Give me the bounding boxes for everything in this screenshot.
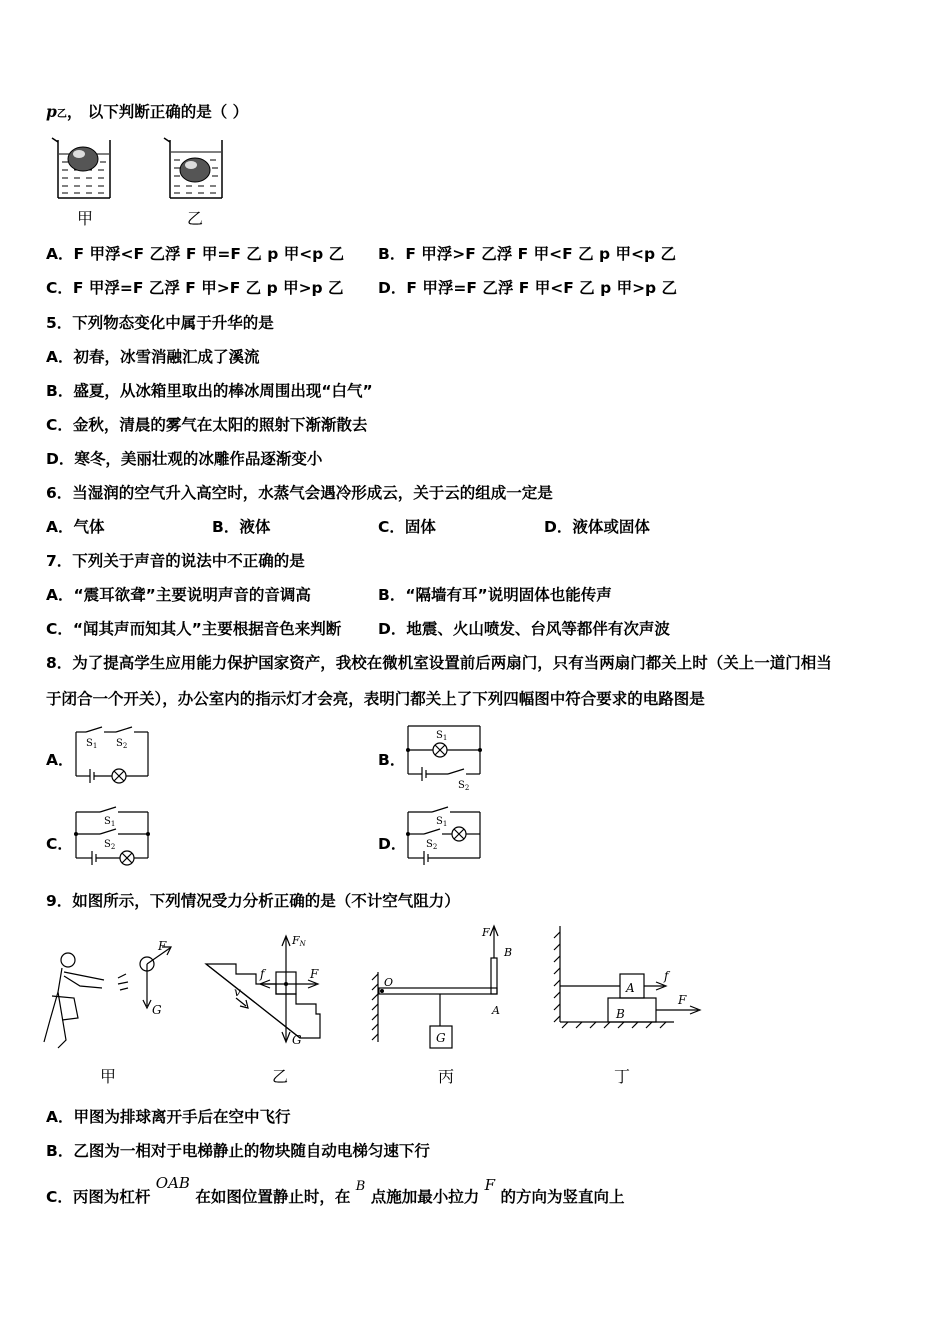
beaker-yi-figure	[162, 132, 232, 232]
svg-text:F: F	[158, 939, 167, 953]
svg-text:G: G	[292, 1033, 302, 1047]
q7-option-d: D．地震、火山喷发、台风等都伴有次声波	[378, 620, 670, 638]
q8-option-b-label: B．	[378, 751, 406, 769]
svg-text:G: G	[152, 1003, 162, 1017]
q6-option-c: C．固体	[378, 518, 436, 536]
circuit-a	[72, 726, 152, 786]
beaker-jia-figure	[50, 132, 120, 232]
q4-option-b: B．F 甲浮>F 乙浮 F 甲<F 乙 p 甲<p 乙	[378, 245, 676, 263]
circuit-d	[404, 804, 484, 870]
circuit-b	[404, 718, 484, 790]
q9-option-c: C．丙图为杠杆 OAB 在如图位置静止时，在 $^B$ 点施加最小拉力 F 的方向为竖直向上	[46, 1174, 625, 1206]
svg-text:丁: 丁	[614, 1067, 631, 1086]
svg-text:F: F	[678, 993, 687, 1007]
beaker-jia-label: 甲	[77, 209, 94, 228]
q5-option-b: B．盛夏，从冰箱里取出的棒冰周围出现“白气”	[46, 382, 373, 400]
svg-text:乙: 乙	[272, 1067, 289, 1086]
q5-stem: 5．下列物态变化中属于升华的是	[46, 314, 274, 332]
svg-text:B: B	[616, 1007, 625, 1021]
svg-text:丙: 丙	[438, 1067, 455, 1086]
q9-stem: 9．如图所示，下列情况受力分析正确的是（不计空气阻力）	[46, 892, 460, 910]
q6-option-a: A．气体	[46, 518, 105, 536]
circuit-c	[72, 804, 152, 870]
svg-text:F: F	[482, 926, 490, 939]
q6-option-b: B．液体	[212, 518, 271, 536]
svg-text:S2: $S_2$	[116, 738, 128, 750]
svg-text:FN: FN	[292, 934, 306, 948]
q8-option-d-label: D．	[378, 835, 407, 853]
q8-stem-line1: 8．为了提高学生应用能力保护国家资产，我校在微机室设置前后两扇门，只有当两扇门都关上时（关上一道门相当	[46, 654, 832, 672]
q5-option-a: A．初春，冰雪消融汇成了溪流	[46, 348, 260, 366]
q5-option-d: D．寒冬，美丽壮观的冰雕作品逐渐变小	[46, 450, 323, 468]
svg-text:B: B	[504, 946, 513, 959]
svg-text:A: A	[626, 981, 635, 995]
svg-text:S1: $S_1$	[86, 738, 98, 750]
q7-stem: 7．下列关于声音的说法中不正确的是	[46, 552, 305, 570]
q7-option-c: C．“闻其声而知其人”主要根据音色来判断	[46, 620, 342, 638]
q9-option-a: A．甲图为排球离开手后在空中飞行	[46, 1108, 291, 1126]
svg-text:S1: $S_1$	[104, 816, 116, 828]
q7-option-b: B．“隔墙有耳”说明固体也能传声	[378, 586, 612, 604]
svg-text:v: v	[234, 985, 241, 999]
q8-option-a-label: A．	[46, 751, 74, 769]
q8-stem-line2: 于闭合一个开关），办公室内的指示灯才会亮，表明门都关上了下列四幅图中符合要求的电路图是	[46, 690, 705, 708]
svg-text:f: f	[260, 967, 265, 981]
q4-intro: p乙， 以下判断正确的是（ ）	[46, 102, 249, 121]
q5-option-c: C．金秋，清晨的雾气在太阳的照射下渐渐散去	[46, 416, 368, 434]
q4-option-a: A．F 甲浮<F 乙浮 F 甲=F 乙 p 甲<p 乙	[46, 245, 345, 263]
q6-option-d: D．液体或固体	[544, 518, 650, 536]
q8-option-c-label: C．	[46, 835, 73, 853]
q9-figure-yi	[200, 930, 350, 1090]
svg-text:O: O	[384, 976, 394, 989]
beaker-yi-label: 乙	[187, 209, 204, 228]
q4-option-c: C．F 甲浮=F 乙浮 F 甲>F 乙 p 甲>p 乙	[46, 279, 344, 297]
svg-text:S1: $S_1$	[436, 730, 448, 742]
q4-option-d: D．F 甲浮=F 乙浮 F 甲<F 乙 p 甲>p 乙	[378, 279, 678, 297]
svg-text:G: G	[436, 1031, 446, 1045]
q9-figure-ding	[548, 922, 708, 1090]
svg-text:S2: $S_2$	[426, 839, 438, 851]
q9-option-b: B．乙图为一相对于电梯静止的物块随自动电梯匀速下行	[46, 1142, 430, 1160]
q6-stem: 6．当湿润的空气升入高空时，水蒸气会遇冷形成云，关于云的组成一定是	[46, 484, 553, 502]
q7-option-a: A．“震耳欲聋”主要说明声音的音调高	[46, 586, 311, 604]
svg-text:f: f	[664, 969, 669, 983]
svg-text:S2: $S_2$	[104, 839, 116, 851]
svg-text:S1: $S_1$	[436, 816, 448, 828]
svg-text:A: A	[492, 1004, 500, 1017]
q9-figure-jia	[40, 930, 180, 1090]
svg-text:F: F	[310, 967, 319, 981]
q9-figure-bing	[368, 922, 528, 1090]
svg-text:S2: $S_2$	[458, 780, 470, 790]
svg-text:甲: 甲	[100, 1067, 117, 1086]
